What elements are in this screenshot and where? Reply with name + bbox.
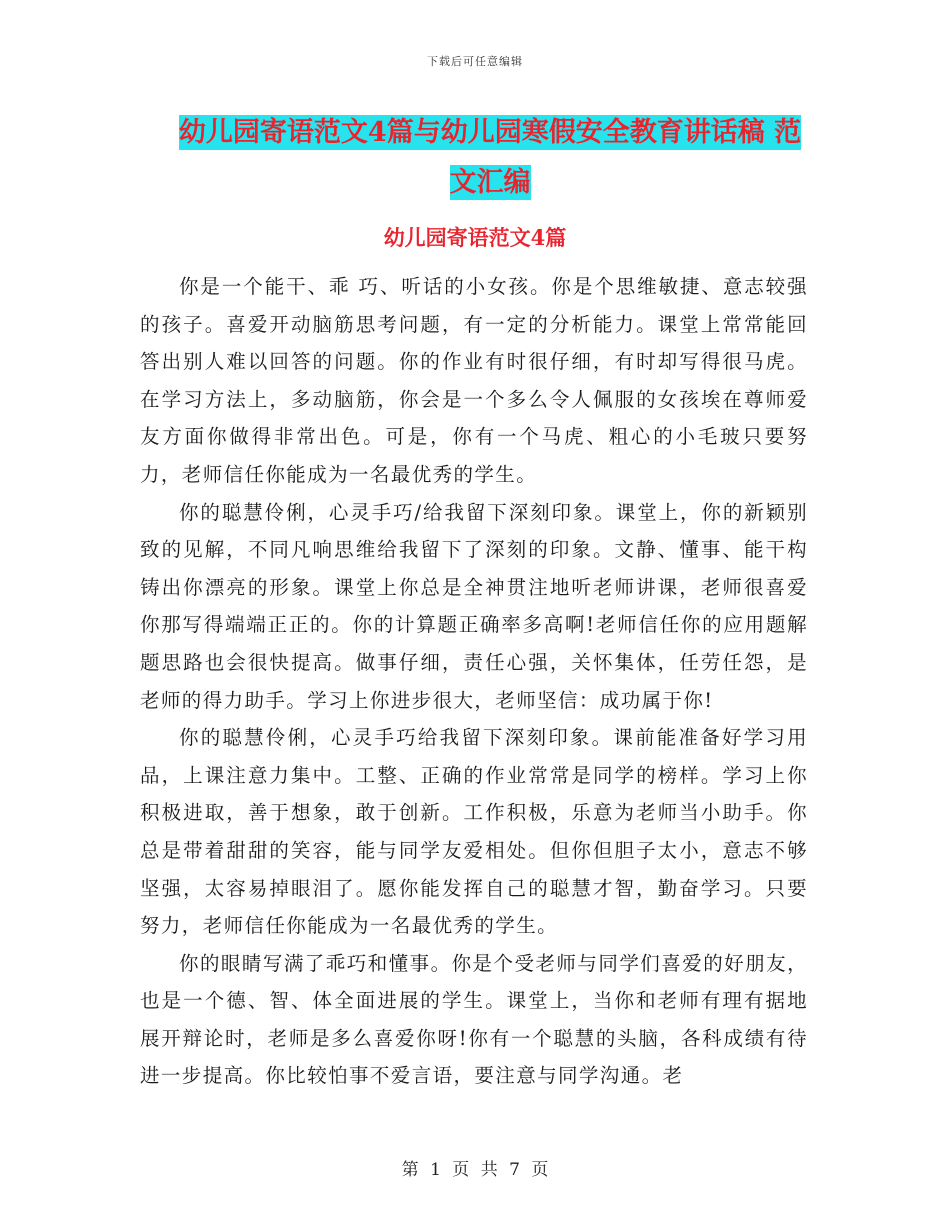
document-title-line-1: 幼儿园寄语范文4篇与幼儿园寒假安全教育讲话稿 范 bbox=[178, 117, 802, 148]
document-title-line-2: 文汇编 bbox=[449, 167, 531, 198]
paragraph-1: 你是一个能干、乖 巧、听话的小女孩。你是个思维敏捷、意志较强的孩子。喜爱开动脑筋思考问题，有一定的分析能力。课堂上常常能回答出别人难以回答的问题。你的作业有时很仔细，有时却写得很马虎。在学习方法上，多动脑筋，你会是一个多么令人佩服的女孩埃在尊师爱友方面你做得非常出色。可是，你有一个马虎、粗心的小毛玻只要努力，老师信任你能成为一名最优秀的学生。 bbox=[140, 275, 808, 486]
paragraph-3: 你的聪慧伶俐，心灵手巧给我留下深刻印象。课前能准备好学习用品，上课注意力集中。工整、正确的作业常常是同学的榜样。学习上你积极进取，善于想象，敢于创新。工作积极，乐意为老师当小助手。你总是带着甜甜的笑容，能与同学友爱相处。但你但胆子太小，意志不够坚强，太容易掉眼泪了。愿你能发挥自己的聪慧才智，勤奋学习。只要努力，老师信任你能成为一名最优秀的学生。 bbox=[140, 726, 808, 938]
header-note: 下载后可任意编辑 bbox=[427, 55, 523, 68]
document-title bbox=[150, 108, 830, 208]
paragraph-2: 你的聪慧伶俐，心灵手巧/给我留下深刻印象。课堂上，你的新颖别致的见解，不同凡响思维给我留下了深刻的印象。文静、懂事、能干构铸出你漂亮的形象。课堂上你总是全神贯注地听老师讲课，老师很喜爱你那写得端端正正的。你的计算题正确率多高啊!老师信任你的应用题解题思路也会很快提高。做事仔细，责任心强，关怀集体，任劳任怨，是老师的得力助手。学习上你进步很大，老师坚信：成功属于你! bbox=[140, 500, 808, 712]
body-text bbox=[140, 268, 808, 1095]
page-footer: 第 1 页 共 7 页 bbox=[401, 1160, 549, 1180]
paragraph-4: 你的眼睛写满了乖巧和懂事。你是个受老师与同学们喜爱的好朋友，也是一个德、智、体全面进展的学生。课堂上，当你和老师有理有据地展开辩论时，老师是多么喜爱你呀!你有一个聪慧的头脑，各科成绩有待进一步提高。你比较怕事不爱言语，要注意与同学沟通。老 bbox=[140, 951, 808, 1088]
section-title: 幼儿园寄语范文4篇 bbox=[383, 225, 567, 250]
